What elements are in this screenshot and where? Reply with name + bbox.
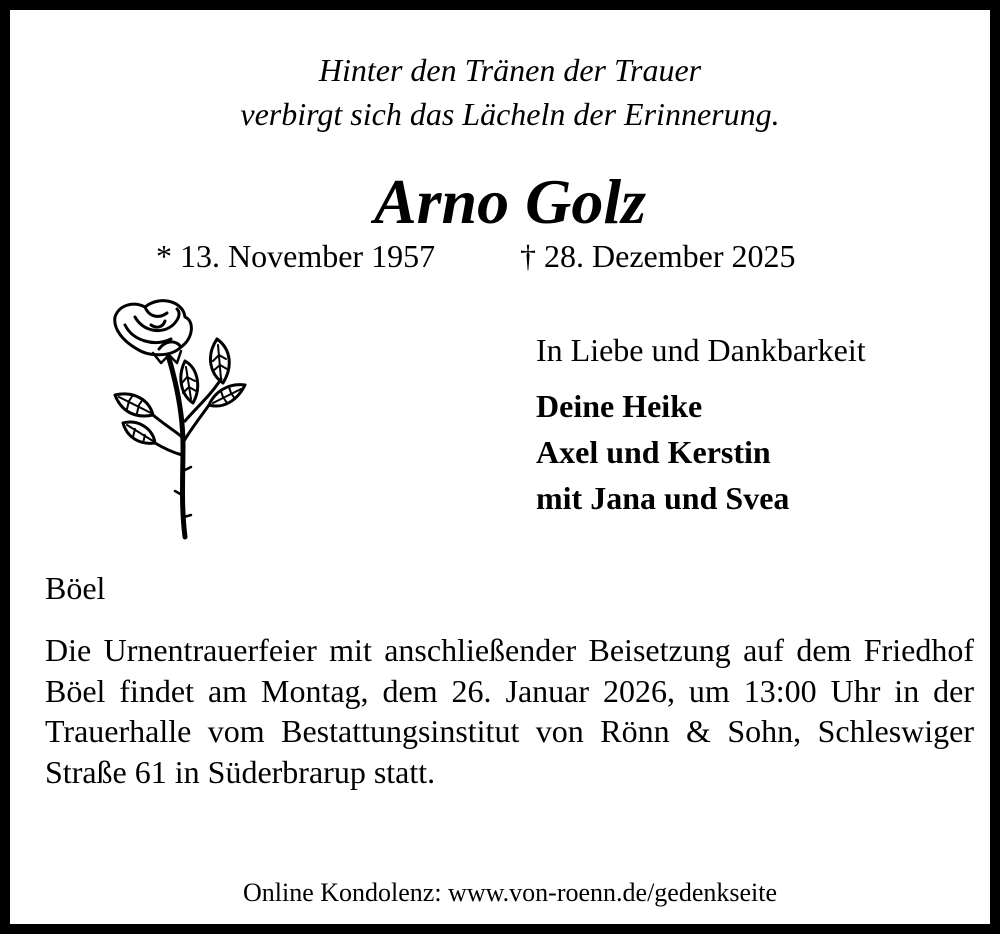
place-name: Böel <box>45 570 106 606</box>
birth-date: * 13. November 1957 <box>156 238 436 274</box>
family-member: Axel und Kerstin <box>536 434 771 470</box>
online-condolence: Online Kondolenz: www.von-roenn.de/gedenkseite <box>242 878 778 907</box>
funeral-announcement: Die Urnentrauerfeier mit anschließender Beisetzung auf dem Friedhof Böel findet am Montag, dem 26. Januar 2026, um 13:00 Uhr in der Trauerhalle vom Bestattungsinstitut von Rönn & Sohn, Schleswiger Straße 61 in Süderbrarup statt. <box>45 632 974 790</box>
family-member: mit Jana und Svea <box>536 480 790 516</box>
quote-line-1: Hinter den Tränen der Trauer <box>318 52 702 88</box>
deceased-name: Arno Golz <box>373 166 647 237</box>
rose-icon <box>105 295 255 543</box>
family-member: Deine Heike <box>536 388 703 424</box>
quote-line-2: verbirgt sich das Lächeln der Erinnerung. <box>240 96 780 132</box>
death-date: † 28. Dezember 2025 <box>520 238 796 274</box>
signoff-text: In Liebe und Dankbarkeit <box>536 332 866 368</box>
